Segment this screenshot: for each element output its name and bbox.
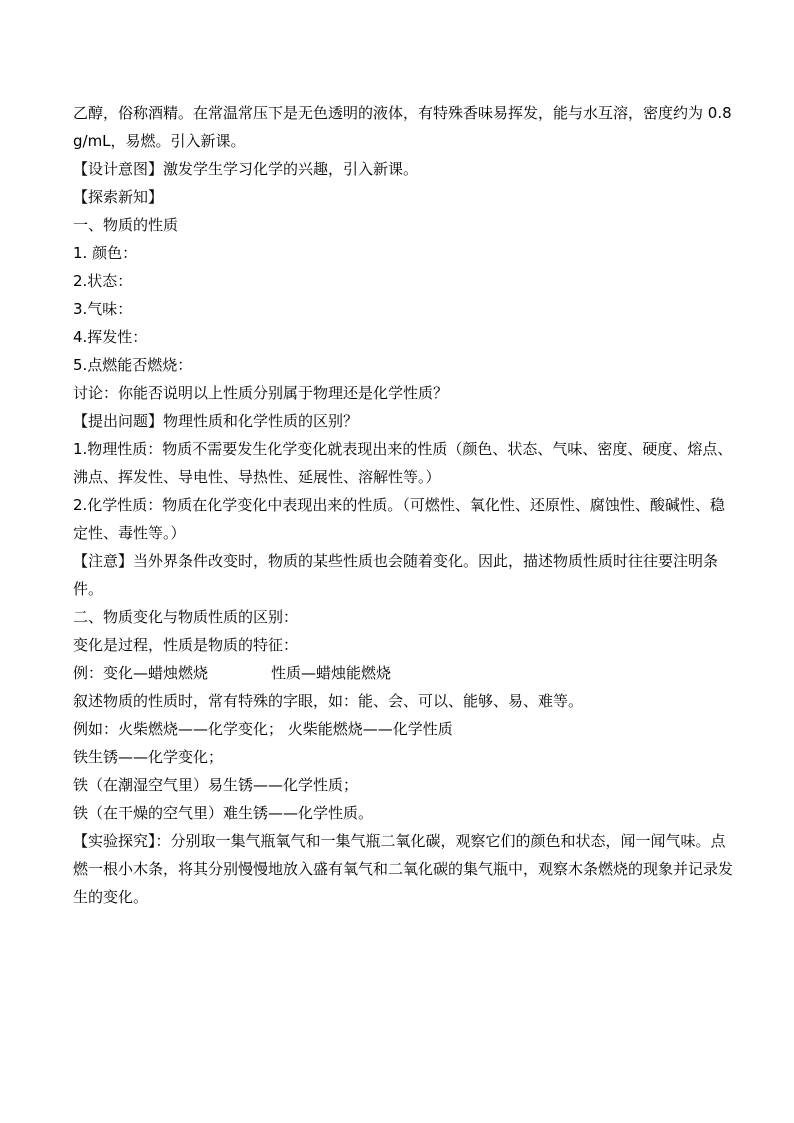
example-iron-dry: 铁（在干燥的空气里）难生锈——化学性质。 [73,804,374,822]
example-iron-rust: 铁生锈——化学变化； [73,748,224,766]
section-explore: 【探索新知】 [73,188,164,206]
list-item-state: 2.状态： [73,272,133,290]
raise-question: 【提出问题】物理性质和化学性质的区别？ [73,412,359,430]
physical-property-definition: 1.物理性质：物质不需要发生化学变化就表现出来的性质（颜色、状态、气味、密度、硬度、熔点、沸点、挥发性、导电性、导热性、延展性、溶解性等。） [73,440,733,486]
list-item-smell: 3.气味： [73,300,133,318]
change-vs-property-statement: 变化是过程，性质是物质的特征： [73,636,299,654]
list-item-volatility: 4.挥发性： [73,328,148,346]
chemical-property-definition: 2.化学性质：物质在化学变化中表现出来的性质。（可燃性、氧化性、还原性、腐蚀性、酸碱性、稳定性、毒性等。） [73,496,725,542]
example-match: 例如：火柴燃烧——化学变化； 火柴能燃烧——化学性质 [73,720,453,738]
discussion-question: 讨论：你能否说明以上性质分别属于物理还是化学性质？ [73,384,449,402]
heading-properties: 一、物质的性质 [73,216,179,234]
intro-paragraph: 乙醇，俗称酒精。在常温常压下是无色透明的液体，有特殊香味易挥发，能与水互溶，密度约为 0.8g/mL，易燃。引入新课。 [73,104,732,150]
design-intent: 【设计意图】激发学生学习化学的兴趣，引入新课。 [73,160,419,178]
example-iron-humid: 铁（在潮湿空气里）易生锈——化学性质； [73,776,359,794]
example-change: 例：变化—蜡烛燃烧 [73,664,209,682]
heading-change-vs-property: 二、物质变化与物质性质的区别： [73,608,299,626]
experiment-paragraph: 【实验探究】：分别取一集气瓶氧气和一集气瓶二氧化碳，观察它们的颜色和状态，闻一闻气味。点燃一根小木条，将其分别慢慢地放入盛有氧气和二氧化碳的集气瓶中，观察木条燃烧的现象并记录发生的变化。 [73,832,734,906]
list-item-color: 1. 颜色： [73,244,138,262]
property-keywords: 叙述物质的性质时，常有特殊的字眼，如：能、会、可以、能够、易、难等。 [73,692,584,710]
example-row [73,659,733,687]
note-paragraph: 【注意】当外界条件改变时，物质的某些性质也会随着变化。因此，描述物质性质时往往要注明条件。 [73,552,719,598]
list-item-combustibility: 5.点燃能否燃烧： [73,356,193,374]
example-property: 性质—蜡烛能燃烧 [271,664,392,682]
document-body [73,99,733,911]
